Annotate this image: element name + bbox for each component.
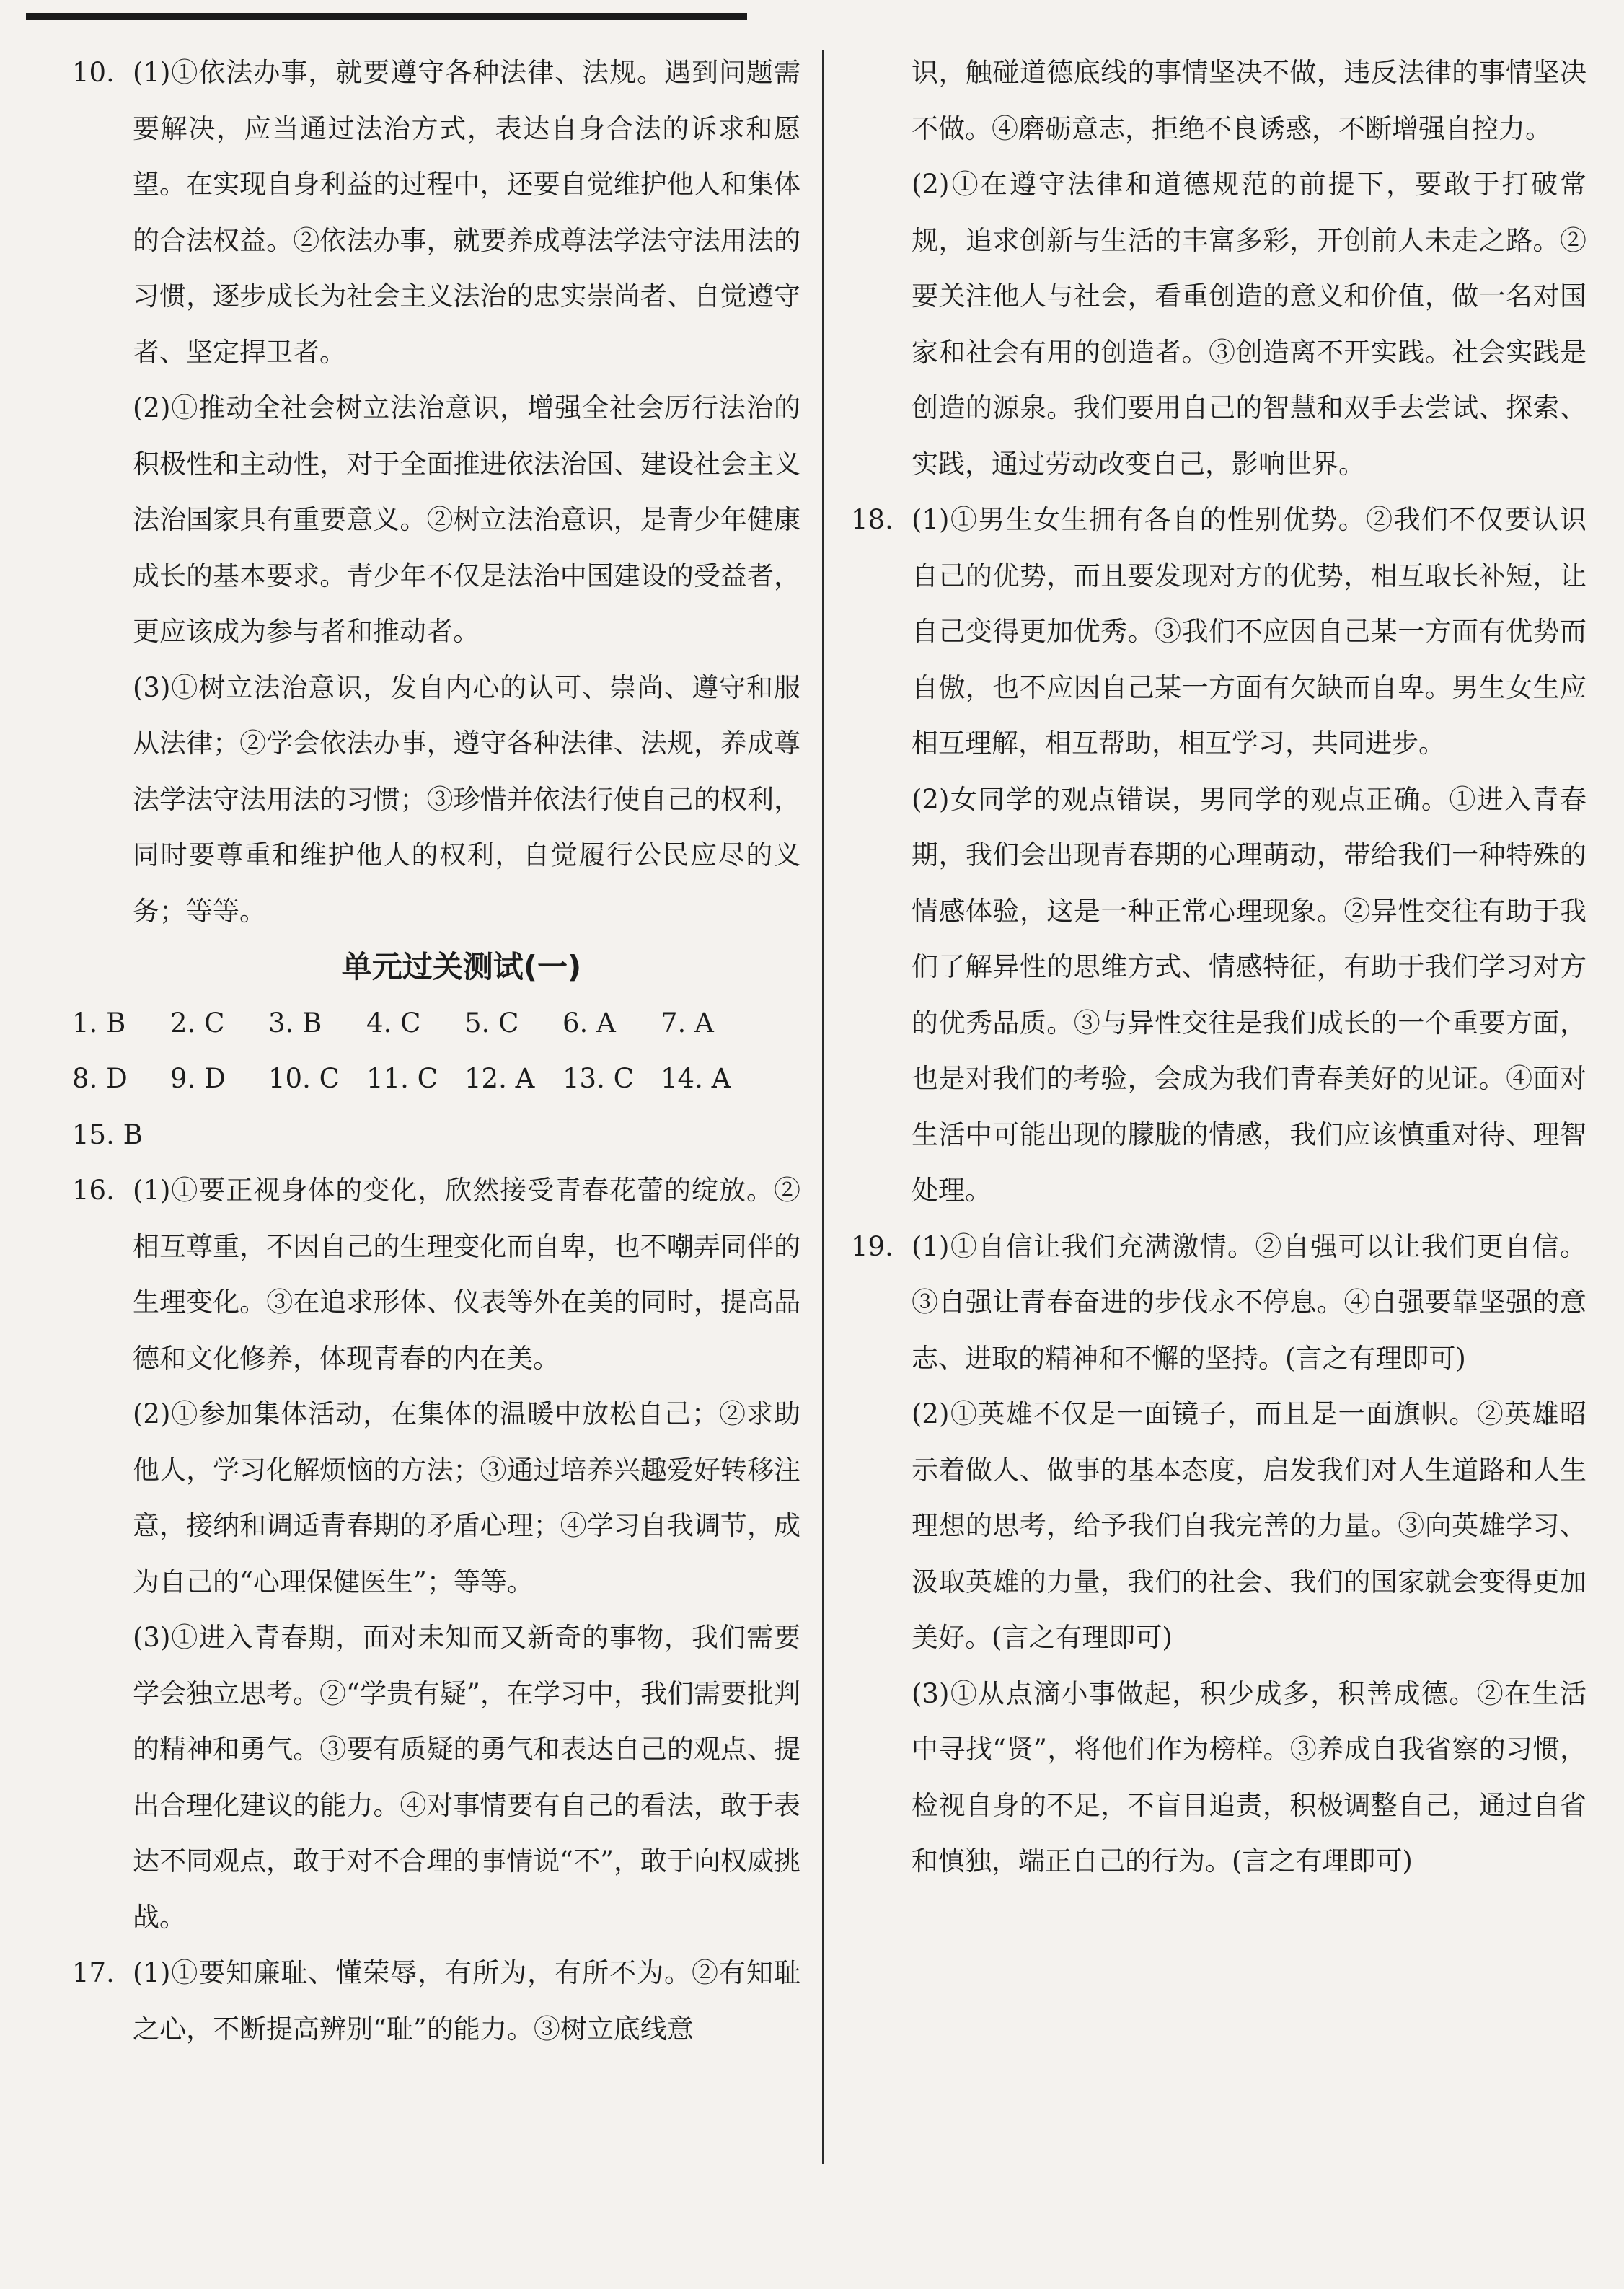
right-column (851, 45, 1587, 1889)
answer-key: 10. C (268, 1063, 340, 1094)
answer-part-1-continued: 识，触碰道德底线的事情坚决不做，违反法律的事情坚决不做。④磨砺意志，拒绝不良诱惑，不断增强自控力。 (912, 57, 1587, 144)
answer-key: 7. A (661, 1007, 714, 1038)
answer-key: 4. C (366, 1007, 421, 1038)
answer-key: 8. D (72, 1063, 128, 1094)
answer-key: 15. B (72, 1119, 143, 1150)
answer-part-3: (3)①进入青春期，面对未知而又新奇的事物，我们需要学会独立思考。②“学贵有疑”，在学习中，我们需要批判的精神和勇气。③要有质疑的勇气和表达自己的观点、提出合理化建议的能力。④对事情要有自己的看法，敢于表达不同观点，敢于对不合理的事情说“不”，敢于向权威挑战。 (133, 1622, 800, 1933)
question-number: 19. (851, 1230, 893, 1262)
left-column (72, 45, 800, 2057)
question-number: 17. (72, 1957, 115, 1988)
answer-part-1: (1)①要知廉耻、懂荣辱，有所为，有所不为。②有知耻之心，不断提高辨别“耻”的能力。③树立底线意 (133, 1957, 800, 2045)
answer-part-2: (2)①在遵守法律和道德规范的前提下，要敢于打破常规，追求创新与生活的丰富多彩，开创前人未走之路。②要关注他人与社会，看重创造的意义和价值，做一名对国家和社会有用的创造者。③创造离不开实践。社会实践是创造的源泉。我们要用自己的智慧和双手去尝试、探索、实践，通过劳动改变自己，影响世界。 (912, 169, 1587, 480)
answer-key: 2. C (170, 1007, 225, 1038)
answer-part-3: (3)①树立法治意识，发自内心的认可、崇尚、遵守和服从法律；②学会依法办事，遵守各种法律、法规，养成尊法学法守法用法的习惯；③珍惜并依法行使自己的权利，同时要尊重和维护他人的权利，自觉履行公民应尽的义务；等等。 (133, 671, 800, 927)
answer-part-1: (1)①男生女生拥有各自的性别优势。②我们不仅要认识自己的优势，而且要发现对方的优势，相互取长补短，让自己变得更加优秀。③我们不应因自己某一方面有优势而自傲，也不应因自己某一方面有欠缺而自卑。男生女生应相互理解，相互帮助，相互学习，共同进步。 (912, 504, 1587, 759)
section-heading: 单元过关测试(一) (341, 949, 582, 984)
answer-part-2: (2)女同学的观点错误，男同学的观点正确。①进入青春期，我们会出现青春期的心理萌动，带给我们一种特殊的情感体验，这是一种正常心理现象。②异性交往有助于我们了解异性的思维方式、情感特征，有助于我们学习对方的优秀品质。③与异性交往是我们成长的一个重要方面，也是对我们的考验，会成为我们青春美好的见证。④面对生活中可能出现的朦胧的情感，我们应该慎重对待、理智处理。 (912, 783, 1587, 1206)
answer-key: 12. A (464, 1063, 535, 1094)
question-10 (72, 45, 800, 939)
answer-part-2: (2)①推动全社会树立法治意识，增强全社会厉行法治的积极性和主动性，对于全面推进依法治国、建设社会主义法治国家具有重要意义。②树立法治意识，是青少年健康成长的基本要求。青少年不仅是法治中国建设的受益者，更应该成为参与者和推动者。 (133, 392, 800, 647)
answer-part-1: (1)①依法办事，就要遵守各种法律、法规。遇到问题需要解决，应当通过法治方式，表达自身合法的诉求和愿望。在实现自身利益的过程中，还要自觉维护他人和集体的合法权益。②依法办事，就要养成尊法学法守法用法的习惯，逐步成长为社会主义法治的忠实崇尚者、自觉遵守者、坚定捍卫者。 (133, 57, 800, 368)
answer-part-3: (3)①从点滴小事做起，积少成多，积善成德。②在生活中寻找“贤”，将他们作为榜样。③养成自我省察的习惯，检视自身的不足，不盲目追责，积极调整自己，通过自省和慎独，端正自己的行为。(言之有理即可) (912, 1677, 1587, 1876)
answer-part-2: (2)①参加集体活动，在集体的温暖中放松自己；②求助他人，学习化解烦恼的方法；③通过培养兴趣爱好转移注意，接纳和调适青春期的矛盾心理；④学习自我调节，成为自己的“心理保健医生”；等等。 (133, 1398, 800, 1597)
answer-part-1: (1)①要正视身体的变化，欣然接受青春花蕾的绽放。②相互尊重，不因自己的生理变化而自卑，也不嘲弄同伴的生理变化。③在追求形体、仪表等外在美的同时，提高品德和文化修养，体现青春的内在美。 (133, 1175, 800, 1374)
question-number: 16. (72, 1175, 115, 1206)
question-17 (72, 1945, 800, 2057)
answer-key: 11. C (366, 1063, 438, 1094)
top-rule (26, 13, 747, 20)
question-17-continued (851, 45, 1587, 492)
question-19 (851, 1219, 1587, 1889)
multiple-choice-answers (72, 995, 800, 1163)
question-number: 10. (72, 57, 115, 88)
question-16 (72, 1163, 800, 1945)
answer-key: 1. B (72, 1007, 126, 1038)
answer-part-2: (2)①英雄不仅是一面镜子，而且是一面旗帜。②英雄昭示着做人、做事的基本态度，启发我们对人生道路和人生理想的思考，给予我们自我完善的力量。③向英雄学习、汲取英雄的力量，我们的社会、我们的国家就会变得更加美好。(言之有理即可) (912, 1398, 1587, 1653)
answer-key: 9. D (170, 1063, 226, 1094)
answer-key: 14. A (661, 1063, 731, 1094)
question-18 (851, 492, 1587, 1219)
answer-key: 6. A (562, 1007, 616, 1038)
column-divider (822, 50, 824, 2164)
answer-key: 5. C (464, 1007, 519, 1038)
answer-key: 13. C (562, 1063, 634, 1094)
answer-part-1: (1)①自信让我们充满激情。②自强可以让我们更自信。③自强让青春奋进的步伐永不停息。④自强要靠坚强的意志、进取的精神和不懈的坚持。(言之有理即可) (912, 1230, 1587, 1374)
question-number: 18. (851, 504, 893, 535)
answer-key: 3. B (268, 1007, 322, 1038)
